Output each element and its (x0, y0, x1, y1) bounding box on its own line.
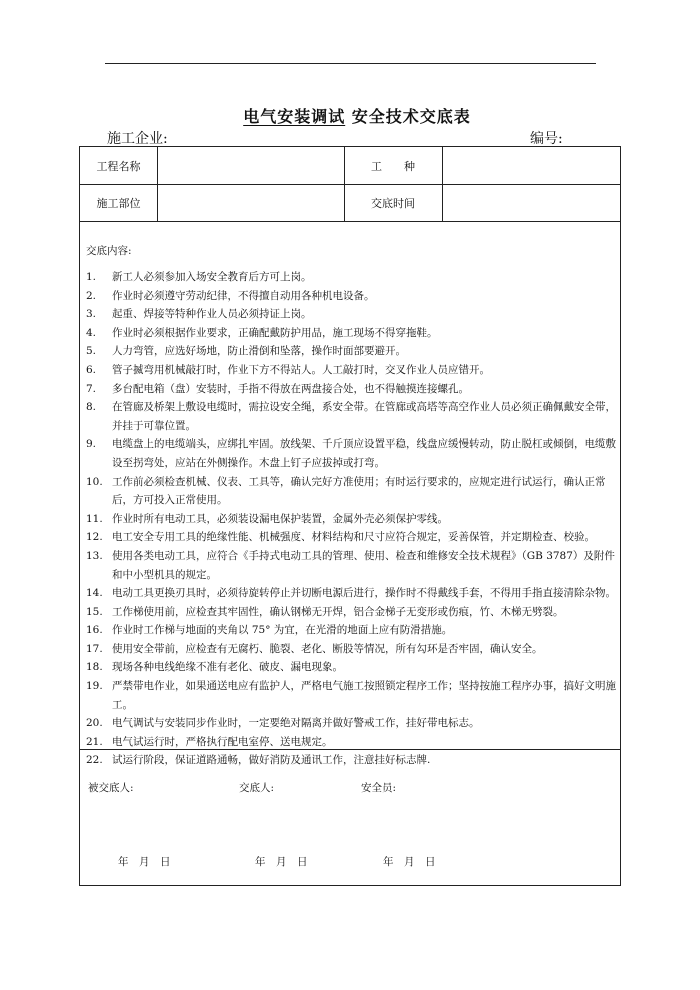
item-number: 7. (86, 382, 97, 395)
item-text: 试运行阶段，保证道路通畅，做好消防及通讯工作，注意挂好标志牌. (112, 754, 431, 767)
item-text: 作业时必须根据作业要求，正确配戴防护用品，施工现场不得穿拖鞋。 (112, 326, 438, 339)
list-item (86, 677, 616, 714)
item-text: 作业时工作梯与地面的夹角以 75° 为宜，在光滑的地面上应有防滑措施。 (112, 624, 453, 637)
list-item (86, 398, 616, 435)
item-text: 人力弯管，应选好场地，防止滑倒和坠落，操作时面部要避开。 (112, 345, 406, 358)
item-number: 21. (86, 735, 103, 748)
list-item (86, 733, 616, 752)
top-rule (105, 63, 596, 64)
company-label: 施工企业: (107, 131, 168, 147)
item-text: 新工人必须参加入场安全教育后方可上岗。 (112, 271, 312, 283)
item-number: 3. (86, 308, 97, 321)
location-field[interactable] (158, 192, 343, 214)
item-text: 起重、焊接等特种作业人员必须持证上岗。 (112, 308, 312, 321)
safety-officer-date: 年 月 日 (383, 856, 436, 868)
row-divider-1 (80, 184, 620, 185)
receiver-date: 年 月 日 (118, 856, 171, 868)
disclosure-form (79, 146, 621, 886)
item-number: 12. (86, 531, 103, 544)
item-number: 16. (86, 624, 103, 637)
list-item (86, 380, 616, 399)
project-name-field[interactable] (158, 155, 343, 177)
list-item (86, 473, 616, 510)
row-divider-2 (80, 221, 620, 222)
item-text: 工作前必须检查机械、仪表、工具等，确认完好方准使用；有时运行要求的，应规定进行试运行，确认正常后，方可投入正常使用。 (112, 475, 606, 507)
item-number: 19. (86, 680, 103, 693)
item-number: 2. (86, 289, 97, 302)
list-item (86, 603, 616, 622)
item-number: 17. (86, 642, 103, 655)
item-number: 5. (86, 345, 97, 358)
item-text: 电动工具更换刃具时，必须待旋转停止并切断电源后进行，操作时不得戴线手套，不得用手指直接清除杂物。 (112, 587, 616, 600)
list-item (86, 640, 616, 659)
item-text: 电气调试与安装同步作业时，一定要绝对隔离并做好警戒工作，挂好带电标志。 (112, 717, 480, 730)
presenter-label: 交底人: (239, 782, 275, 794)
number-label: 编号: (530, 131, 563, 147)
item-text: 使用各类电动工具，应符合《手持式电动工具的管理、使用、检查和维修安全技术规程》（GB 3787）及附件和中小型机具的规定。 (112, 549, 615, 581)
item-number: 8. (86, 401, 97, 414)
content-label: 交底内容: (86, 245, 132, 257)
item-number: 11. (86, 512, 103, 525)
list-item (86, 658, 616, 677)
list-item (86, 510, 616, 529)
item-text: 作业时所有电动工具，必须装设漏电保护装置，金属外壳必须保护零线。 (112, 512, 448, 525)
list-item (86, 621, 616, 640)
location-label: 施工部位 (96, 197, 141, 210)
item-number: 15. (86, 605, 103, 618)
item-number: 14. (86, 587, 103, 600)
item-number: 1. (86, 271, 97, 283)
list-item (86, 324, 616, 343)
item-number: 4. (86, 326, 97, 339)
item-number: 18. (86, 661, 103, 674)
work-type-field[interactable] (443, 155, 619, 177)
list-item (86, 528, 616, 547)
document-title (0, 104, 700, 127)
item-text: 管子揻弯用机械敲打时，作业下方不得站人。人工敲打时，交叉作业人员应错开。 (112, 363, 490, 376)
item-text: 在管廊及桥架上敷设电缆时，需拉设安全绳，系安全带。在管廊或高塔等高空作业人员必须正确佩戴安全带，并挂于可靠位置。 (112, 401, 616, 432)
item-number: 9. (86, 438, 97, 451)
presenter-date: 年 月 日 (255, 856, 308, 868)
item-text: 电气试运行时，严格执行配电室停、送电规定。 (112, 735, 333, 748)
item-number: 22. (86, 754, 103, 767)
safety-officer-label: 安全员: (361, 782, 397, 794)
item-number: 6. (86, 363, 97, 376)
list-item (86, 435, 616, 472)
list-item (86, 714, 616, 733)
item-text: 作业时必须遵守劳动纪律，不得擅自动用各种机电设备。 (112, 289, 375, 302)
item-text: 现场各种电线绝缘不准有老化、破皮、漏电现象。 (112, 661, 343, 674)
receiver-label: 被交底人: (88, 782, 134, 794)
item-text: 多台配电箱（盘）安装时，手指不得放在两盘接合处，也不得触摸连接螺孔。 (112, 382, 469, 395)
title-part-2: 安全技术交底表 (351, 107, 471, 126)
list-item (86, 547, 616, 584)
list-item (86, 751, 616, 770)
item-text: 电工安全专用工具的绝缘性能、机械强度、材料结构和尺寸应符合规定，妥善保管，并定期检查、校验。 (112, 531, 595, 544)
item-text: 工作梯使用前，应检查其牢固性，确认钢梯无开焊，铝合金梯子无变形或伤痕，竹、木梯无劈裂。 (112, 605, 564, 618)
item-number: 13. (86, 549, 103, 562)
list-item (86, 584, 616, 603)
item-number: 20. (86, 717, 103, 730)
item-text: 使用安全带前，应检查有无腐朽、脆裂、老化、断股等情况，所有勾环是否牢固，确认安全。 (112, 642, 543, 655)
list-item (86, 268, 616, 287)
title-part-1: 电气安装调试 (243, 107, 346, 126)
item-text: 电缆盘上的电缆端头，应绑扎牢固。放线架、千斤顶应设置平稳，线盘应缓慢转动，防止脱杠或倾倒，电缆敷设至拐弯处，应站在外侧操作。木盘上钉子应拔掉或打弯。 (112, 438, 616, 469)
list-item (86, 287, 616, 306)
disclosure-content (86, 242, 616, 770)
time-field[interactable] (443, 192, 619, 214)
list-item (86, 305, 616, 324)
project-name-label: 工程名称 (96, 160, 141, 173)
item-number: 10. (86, 475, 103, 488)
list-item (86, 342, 616, 361)
list-item (86, 361, 616, 380)
item-list (86, 268, 616, 770)
work-type-label: 工 种 (371, 160, 415, 173)
time-label: 交底时间 (371, 197, 415, 210)
item-text: 严禁带电作业，如果通送电应有监护人，严格电气施工按照锁定程序工作；坚持按施工程序办事，搞好文明施工。 (112, 680, 616, 711)
